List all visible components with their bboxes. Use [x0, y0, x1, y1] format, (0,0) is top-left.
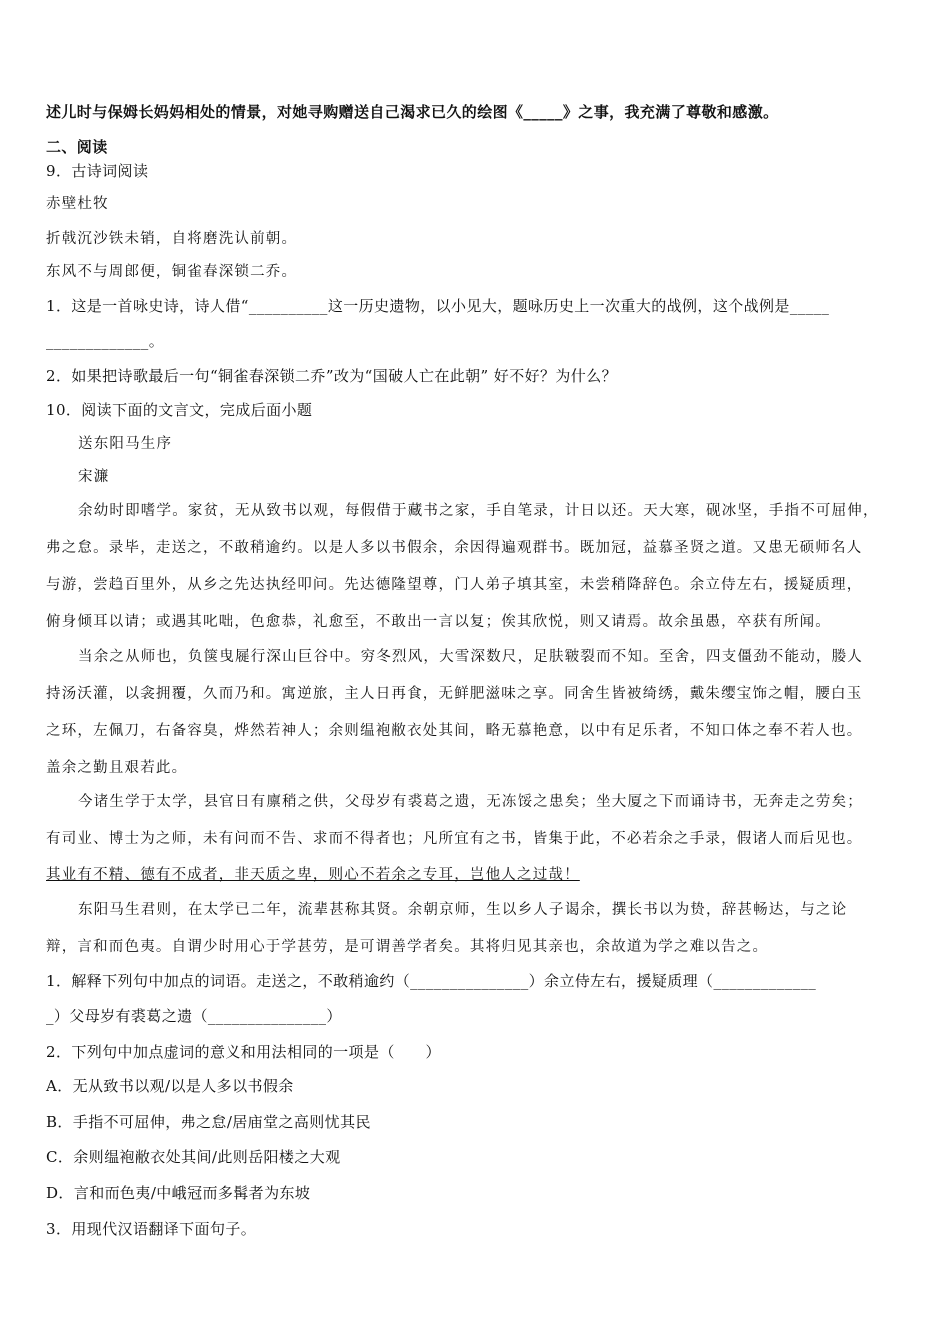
q9-sub1-line-b: _____________。 — [46, 332, 165, 350]
essay-p4-line-2: 辩，言和而色夷。自谓少时用心于学甚劳，是可谓善学者矣。其将归见其亲也，余故道为学之难以告之。 — [46, 939, 769, 955]
q10-sub1-line-a: 1．解释下列句中加点的词语。走送之，不敢稍逾约（_______________）余立侍左右，援疑质理（_____________ — [46, 972, 817, 990]
essay-p2-line-4: 盖余之勤且艰若此。 — [46, 760, 188, 776]
q10-sub2: 2．下列句中加点虚词的意义和用法相同的一项是（ ） — [46, 1043, 441, 1061]
q9-sub1-line-a: 1．这是一首咏史诗，诗人借“__________这一历史遗物，以小见大，题咏历史上一次重大的战例，这个战例是_____ — [46, 297, 830, 315]
essay-p1-line-1: 余幼时即嗜学。家贫，无从致书以观，每假借于藏书之家，手自笔录，计日以还。天大寒，砚冰坚，手指不可屈伸， — [78, 503, 879, 519]
question-9-header: 9．古诗词阅读 — [46, 162, 149, 180]
option-d: D．言和而色夷/中峨冠而多髯者为东坡 — [46, 1184, 311, 1202]
essay-p1-line-2: 弗之怠。录毕，走送之，不敢稍逾约。以是人多以书假余，余因得遍观群书。既加冠，益慕圣贤之道。又患无硕师名人 — [46, 540, 863, 556]
essay-author: 宋濂 — [78, 469, 110, 485]
essay-p3-line-2: 有司业、博士为之师，未有问而不告、求而不得者也；凡所宜有之书，皆集于此，不必若余之手录，假诸人而后见也。 — [46, 831, 863, 847]
option-a: A．无从致书以观/以是人多以书假余 — [46, 1077, 294, 1095]
essay-p2-line-3: 之环，左佩刀，右备容臭，烨然若神人；余则缊袍敝衣处其间，略无慕艳意，以中有足乐者，不知口体之奉不若人也。 — [46, 723, 863, 739]
q9-sub2: 2．如果把诗歌最后一句“铜雀春深锁二乔”改为“国破人亡在此朝” 好不好？为什么？ — [46, 367, 617, 385]
essay-p1-line-4: 俯身倾耳以请；或遇其叱咄，色愈恭，礼愈至，不敢出一言以复；俟其欣悦，则又请焉。故余虽愚，卒获有所闻。 — [46, 614, 831, 630]
poem-line-2: 东风不与周郎便，铜雀春深锁二乔。 — [46, 264, 298, 280]
essay-p1-line-3: 与游，尝趋百里外，从乡之先达执经叩问。先达德隆望尊，门人弟子填其室，未尝稍降辞色。余立侍左右，援疑质理， — [46, 577, 863, 593]
poem-title: 赤壁杜牧 — [46, 196, 109, 212]
q10-sub1-line-b: _）父母岁有裘葛之遗（_______________） — [46, 1007, 342, 1025]
essay-p2-line-1: 当余之从师也，负箧曳屣行深山巨谷中。穷冬烈风，大雪深数尺，足肤皲裂而不知。至舍，四支僵劲不能动，媵人 — [78, 649, 863, 665]
poem-line-1: 折戟沉沙铁未销，自将磨洗认前朝。 — [46, 231, 298, 247]
q10-sub3: 3．用现代汉语翻译下面句子。 — [46, 1220, 257, 1238]
intro-line: 述儿时与保姆长妈妈相处的情景，对她寻购赠送自己渴求已久的绘图《_____》之事，我充满了尊敬和感激。 — [46, 103, 779, 121]
option-b: B．手指不可屈伸，弗之怠/居庙堂之高则忧其民 — [46, 1113, 371, 1131]
option-c: C．余则缊袍敝衣处其间/此则岳阳楼之大观 — [46, 1148, 341, 1166]
essay-p4-line-1: 东阳马生君则，在太学已二年，流辈甚称其贤。余朝京师，生以乡人子谒余，撰长书以为贽，辞甚畅达，与之论 — [78, 902, 848, 918]
essay-p3-line-1: 今诸生学于太学，县官日有廪稍之供，父母岁有裘葛之遗，无冻馁之患矣；坐大厦之下而诵诗书，无奔走之劳矣； — [78, 794, 863, 810]
question-10-header: 10．阅读下面的文言文，完成后面小题 — [46, 401, 313, 419]
essay-p2-line-2: 持汤沃灌，以衾拥覆，久而乃和。寓逆旅，主人日再食，无鲜肥滋味之享。同舍生皆被绮绣，戴朱缨宝饰之帽，腰白玉 — [46, 686, 863, 702]
section-title: 二、阅读 — [46, 138, 108, 156]
essay-title: 送东阳马生序 — [78, 436, 173, 452]
essay-p3-line-3-underlined: 其业有不精、德有不成者，非天质之卑，则心不若余之专耳，岂他人之过哉！ — [46, 867, 580, 883]
